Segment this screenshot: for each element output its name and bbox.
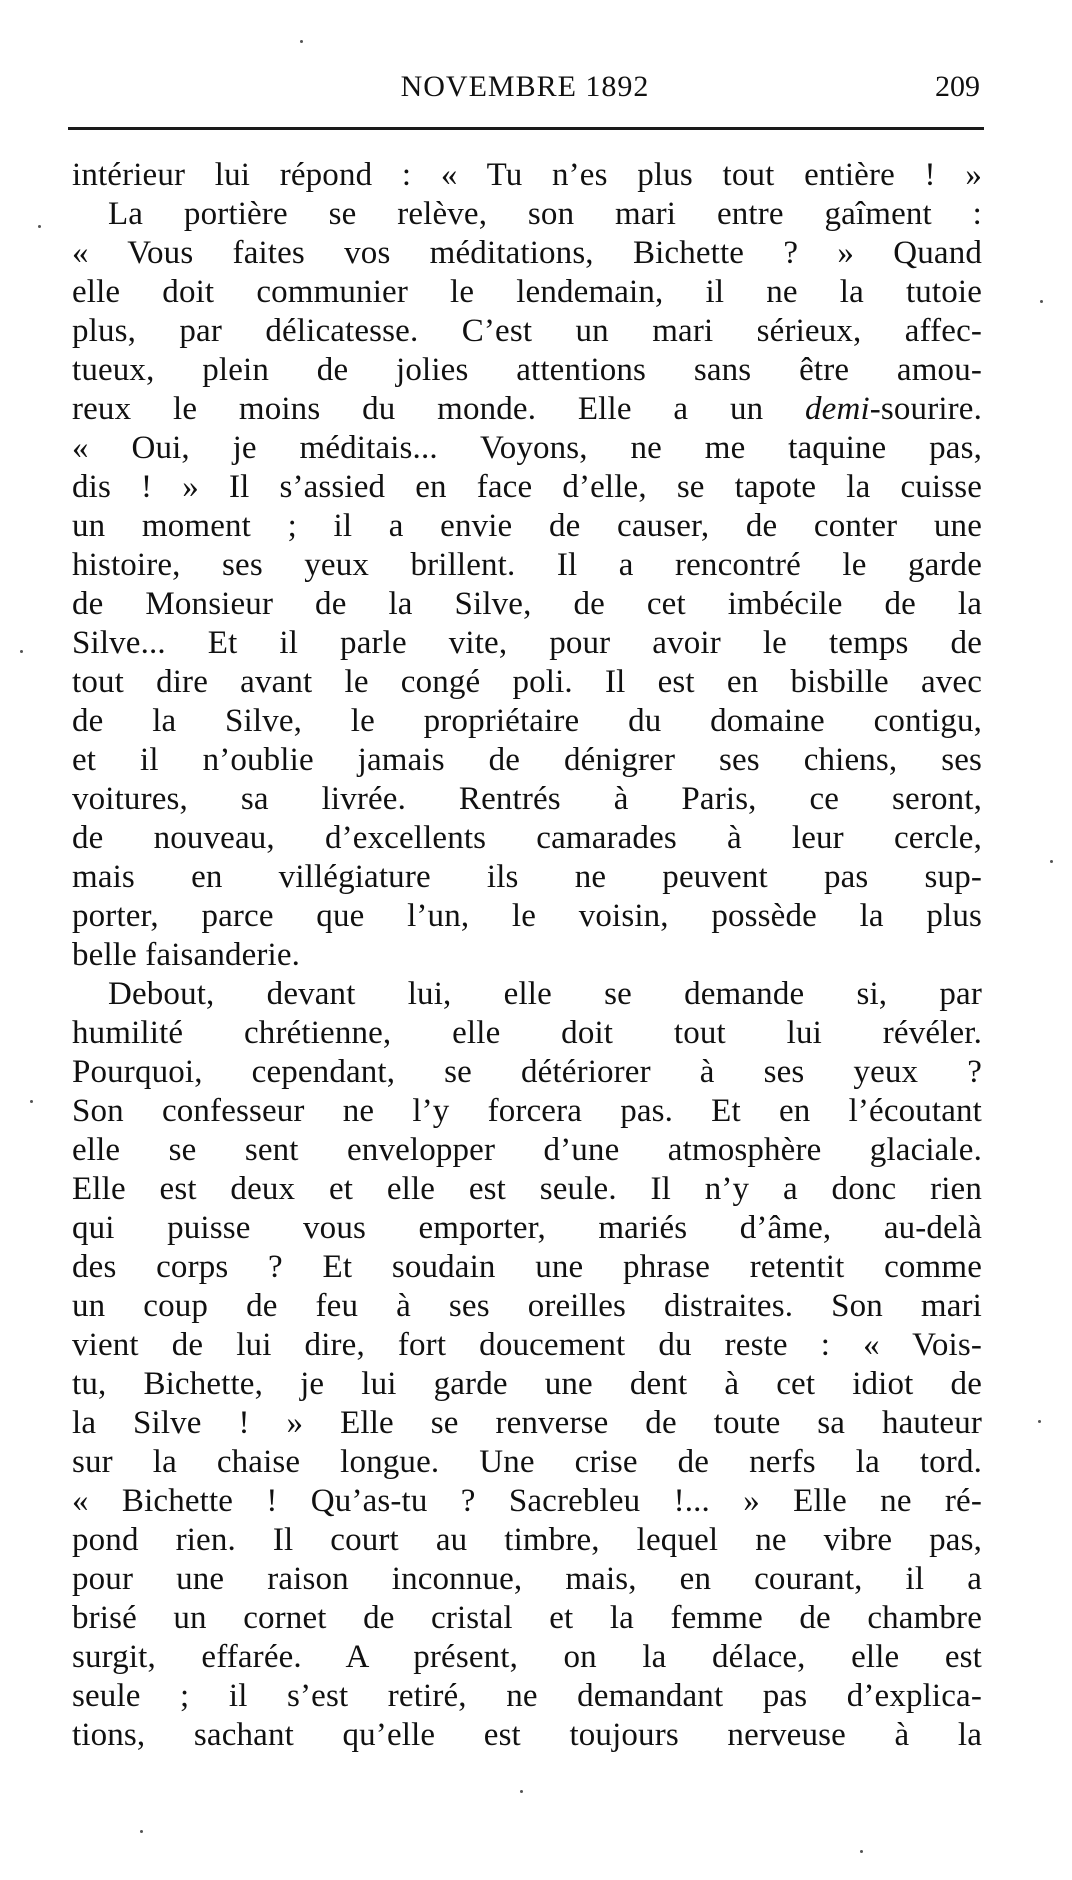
- paper-speck: [300, 40, 303, 43]
- text-line: humilité chrétienne, elle doit tout lui révéler.: [72, 1015, 982, 1051]
- text-line: de nouveau, d’excellents camarades à leur cercle,: [72, 820, 982, 856]
- text-line: la Silve ! » Elle se renverse de toute sa hauteur: [72, 1405, 982, 1441]
- text-line: surgit, effarée. A présent, on la délace, elle est: [72, 1639, 982, 1675]
- text-line: « Oui, je méditais... Voyons, ne me taquine pas,: [72, 430, 982, 466]
- page-header: [70, 68, 980, 128]
- paper-speck: [1050, 860, 1053, 863]
- text-line: intérieur lui répond : « Tu n’es plus tout entière ! »: [72, 157, 982, 193]
- text-line: mais en villégiature ils ne peuvent pas sup-: [72, 859, 982, 895]
- page-number: 209: [935, 70, 980, 103]
- text-segment: reux le moins du monde. Elle a un: [72, 391, 764, 427]
- text-line: Silve... Et il parle vite, pour avoir le temps de: [72, 625, 982, 661]
- text-line: des corps ? Et soudain une phrase retentit comme: [72, 1249, 982, 1285]
- text-line: Elle est deux et elle est seule. Il n’y a donc rien: [72, 1171, 982, 1207]
- text-line-with-italic: [72, 390, 982, 429]
- text-line: de la Silve, le propriétaire du domaine contigu,: [72, 703, 982, 739]
- paper-speck: [860, 1850, 863, 1853]
- text-line: tueux, plein de jolies attentions sans être amou-: [72, 352, 982, 388]
- paper-speck: [1040, 300, 1043, 303]
- text-line: histoire, ses yeux brillent. Il a rencontré le garde: [72, 547, 982, 583]
- text-line: Son confesseur ne l’y forcera pas. Et en l’écoutant: [72, 1093, 982, 1129]
- text-line: vient de lui dire, fort doucement du reste : « Vois-: [72, 1327, 982, 1363]
- text-line: un moment ; il a envie de causer, de conter une: [72, 508, 982, 544]
- text-line: « Vous faites vos méditations, Bichette ? » Quand: [72, 235, 982, 271]
- text-segment: sourire.: [880, 391, 982, 427]
- text-line: pond rien. Il court au timbre, lequel ne vibre pas,: [72, 1522, 982, 1558]
- paper-speck: [20, 650, 23, 653]
- italic-word: demi-: [805, 391, 881, 427]
- text-line: belle faisanderie.: [72, 937, 301, 973]
- text-line: porter, parce que l’un, le voisin, possède la plus: [72, 898, 982, 934]
- running-title: NOVEMBRE 1892: [400, 70, 650, 103]
- text-line: La portière se relève, son mari entre gaîment :: [108, 196, 982, 232]
- text-line: seule ; il s’est retiré, ne demandant pas d’explica-: [72, 1678, 982, 1714]
- text-line: tout dire avant le congé poli. Il est en bisbille avec: [72, 664, 982, 700]
- text-line: « Bichette ! Qu’as-tu ? Sacrebleu !... » Elle ne ré-: [72, 1483, 982, 1519]
- text-line: elle se sent envelopper d’une atmosphère glaciale.: [72, 1132, 982, 1168]
- paper-speck: [30, 1100, 33, 1103]
- text-line: pour une raison inconnue, mais, en courant, il a: [72, 1561, 982, 1597]
- paper-speck: [1038, 1420, 1041, 1423]
- text-line: voitures, sa livrée. Rentrés à Paris, ce seront,: [72, 781, 982, 817]
- text-line: brisé un cornet de cristal et la femme de chambre: [72, 1600, 982, 1636]
- paper-speck: [38, 225, 41, 228]
- text-line: tu, Bichette, je lui garde une dent à cet idiot de: [72, 1366, 982, 1402]
- text-line: tions, sachant qu’elle est toujours nerveuse à la: [72, 1717, 982, 1753]
- text-line: Debout, devant lui, elle se demande si, par: [108, 976, 982, 1012]
- header-rule: [68, 127, 984, 130]
- text-line: sur la chaise longue. Une crise de nerfs la tord.: [72, 1444, 982, 1480]
- text-line: plus, par délicatesse. C’est un mari sérieux, affec-: [72, 313, 982, 349]
- text-line: dis ! » Il s’assied en face d’elle, se tapote la cuisse: [72, 469, 982, 505]
- paper-speck: [520, 1790, 523, 1793]
- paper-speck: [140, 1830, 143, 1833]
- text-line: qui puisse vous emporter, mariés d’âme, au-delà: [72, 1210, 982, 1246]
- text-line: un coup de feu à ses oreilles distraites. Son mari: [72, 1288, 982, 1324]
- text-line: et il n’oublie jamais de dénigrer ses chiens, ses: [72, 742, 982, 778]
- text-line: de Monsieur de la Silve, de cet imbécile de la: [72, 586, 982, 622]
- text-line: Pourquoi, cependant, se détériorer à ses yeux ?: [72, 1054, 982, 1090]
- text-line: elle doit communier le lendemain, il ne la tutoie: [72, 274, 982, 310]
- body-text: [72, 156, 982, 1755]
